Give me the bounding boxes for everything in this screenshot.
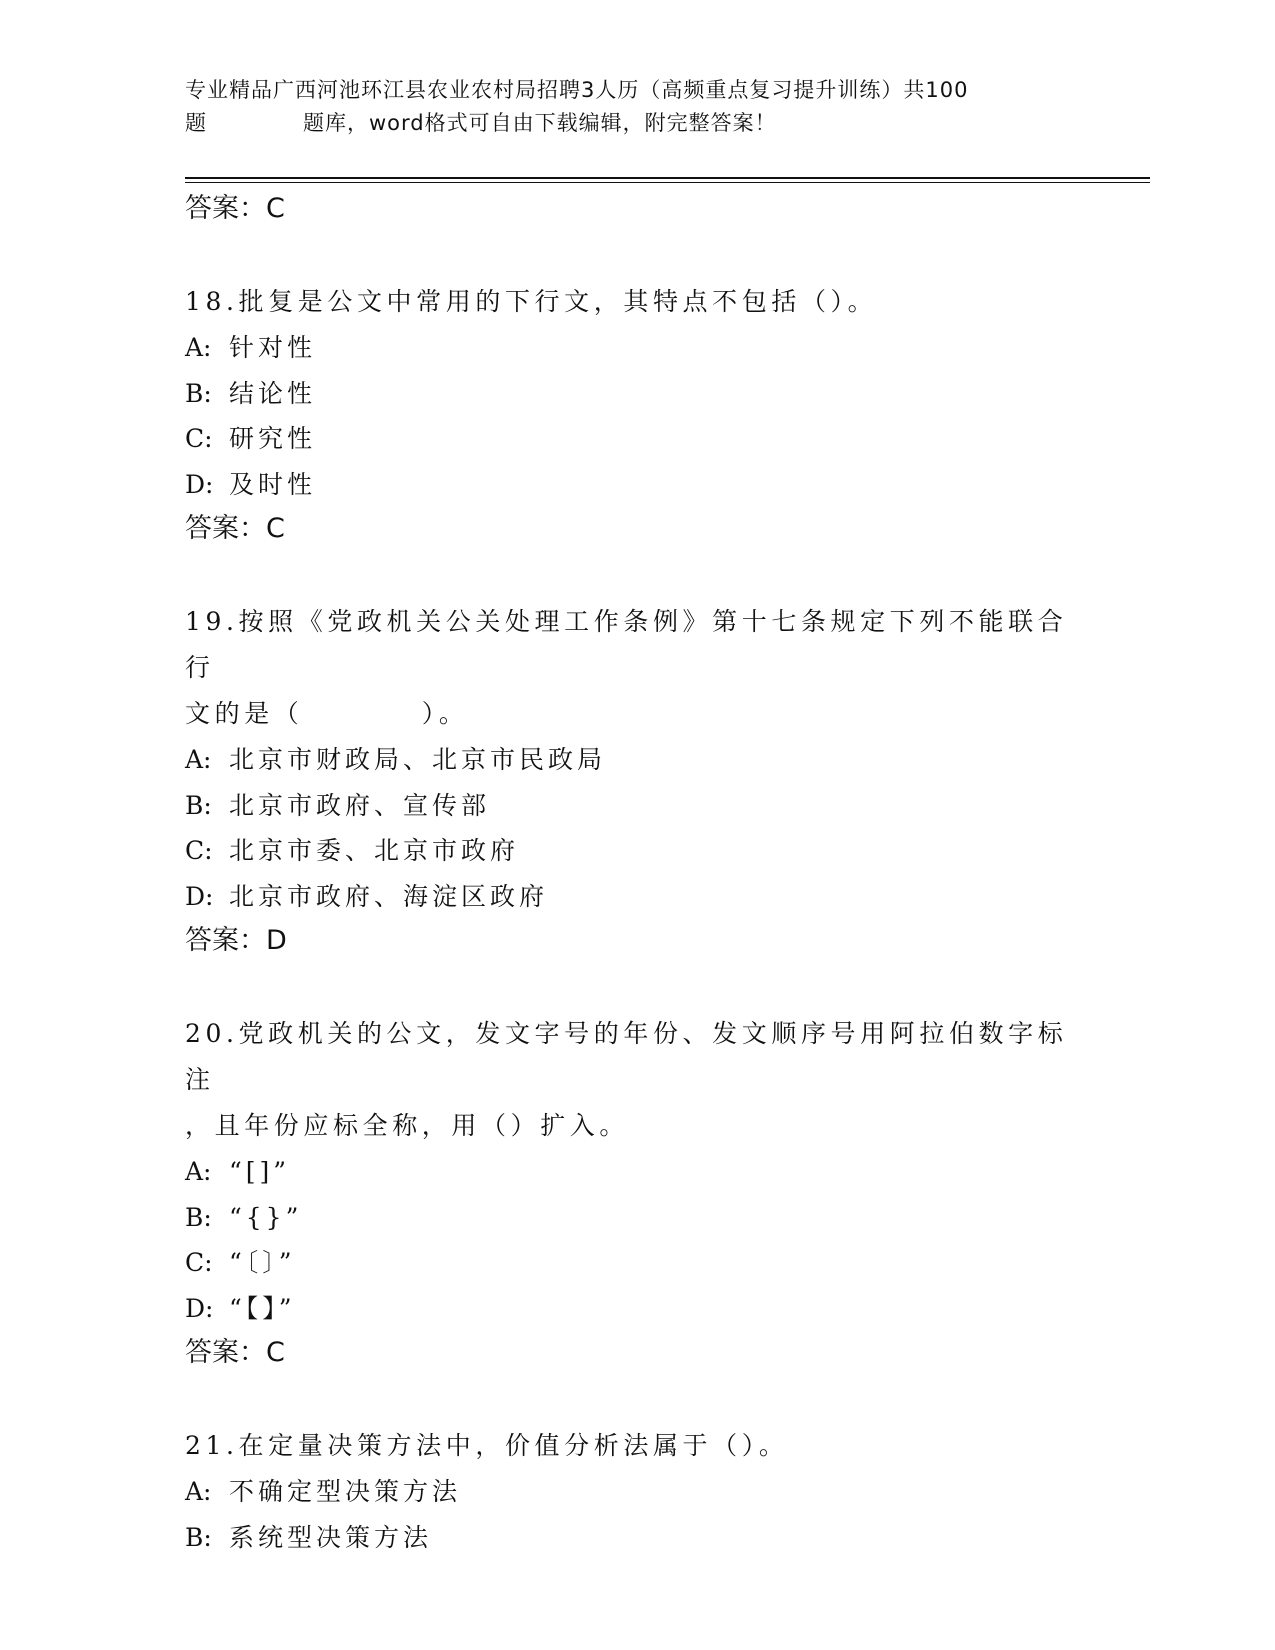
option-b — [185, 1195, 1085, 1241]
option-a — [185, 1149, 1085, 1195]
option-text: 及时性 — [229, 469, 317, 499]
option-b — [185, 1515, 1085, 1561]
header-rule-thick — [185, 177, 1150, 179]
header-line-2-right: 题库，word格式可自由下载编辑，附完整答案！ — [303, 111, 777, 135]
question-21 — [185, 1423, 1085, 1560]
question-19 — [185, 599, 1085, 963]
option-key: B: — [185, 1202, 212, 1232]
option-c — [185, 828, 1085, 874]
option-text: 北京市政府、宣传部 — [229, 790, 491, 820]
previous-answer: 答案：C — [185, 193, 285, 224]
question-stem: 18.批复是公文中常用的下行文，其特点不包括（）。 — [185, 287, 878, 316]
option-d — [185, 462, 1085, 508]
option-text: “〔〕” — [229, 1248, 296, 1277]
answer-line: 答案：D — [185, 925, 287, 956]
option-key: D: — [185, 881, 214, 911]
answer-line: 答案：C — [185, 1337, 285, 1368]
option-text: 北京市财政局、北京市民政局 — [229, 745, 607, 774]
option-text: 系统型决策方法 — [229, 1522, 433, 1552]
option-text: “[]” — [229, 1157, 291, 1186]
option-a — [185, 737, 1085, 783]
option-text: “{}” — [229, 1202, 303, 1232]
document-header — [185, 74, 1085, 140]
question-stem-line-1: 20.党政机关的公文，发文字号的年份、发文顺序号用阿拉伯数字标注 — [185, 1019, 1068, 1094]
option-key: B: — [185, 790, 212, 820]
option-text: 北京市委、北京市政府 — [229, 836, 520, 865]
option-key: D: — [185, 469, 214, 499]
question-stem-line-1: 19.按照《党政机关公关处理工作条例》第十七条规定下列不能联合行 — [185, 607, 1068, 682]
question-stem: 21.在定量决策方法中，价值分析法属于（）。 — [185, 1431, 789, 1460]
option-key: D: — [185, 1293, 214, 1323]
option-key: A: — [185, 745, 212, 774]
option-d — [185, 874, 1085, 920]
question-18 — [185, 279, 1085, 551]
option-text: 针对性 — [229, 333, 317, 362]
option-key: A: — [185, 1477, 212, 1506]
option-key: C: — [185, 424, 213, 453]
header-line-2-left: 题 — [185, 111, 207, 135]
option-c — [185, 416, 1085, 462]
question-stem-line-2: ，且年份应标全称，用（）扩入。 — [185, 1111, 630, 1140]
option-text: 不确定型决策方法 — [229, 1477, 462, 1506]
option-key: B: — [185, 378, 212, 408]
option-b — [185, 783, 1085, 829]
header-line-2 — [185, 107, 1085, 140]
option-b — [185, 371, 1085, 417]
option-key: B: — [185, 1522, 212, 1552]
answer-line: 答案：C — [185, 513, 285, 544]
question-20 — [185, 1011, 1085, 1375]
option-c — [185, 1240, 1085, 1286]
option-d — [185, 1286, 1085, 1332]
option-text: 北京市政府、海淀区政府 — [229, 881, 549, 911]
option-key: A: — [185, 333, 212, 362]
option-key: C: — [185, 1248, 213, 1277]
option-text: 结论性 — [229, 378, 317, 408]
option-a — [185, 325, 1085, 371]
question-stem-line-2: 文的是（ ）。 — [185, 699, 469, 728]
option-text: “【】” — [229, 1293, 296, 1323]
option-a — [185, 1469, 1085, 1515]
header-rule-thin — [185, 182, 1150, 183]
question-list — [185, 187, 1085, 1560]
option-key: A: — [185, 1157, 212, 1186]
option-key: C: — [185, 836, 213, 865]
header-line-1: 专业精品广西河池环江县农业农村局招聘3人历（高频重点复习提升训练）共100 — [185, 78, 969, 102]
option-text: 研究性 — [229, 424, 317, 453]
